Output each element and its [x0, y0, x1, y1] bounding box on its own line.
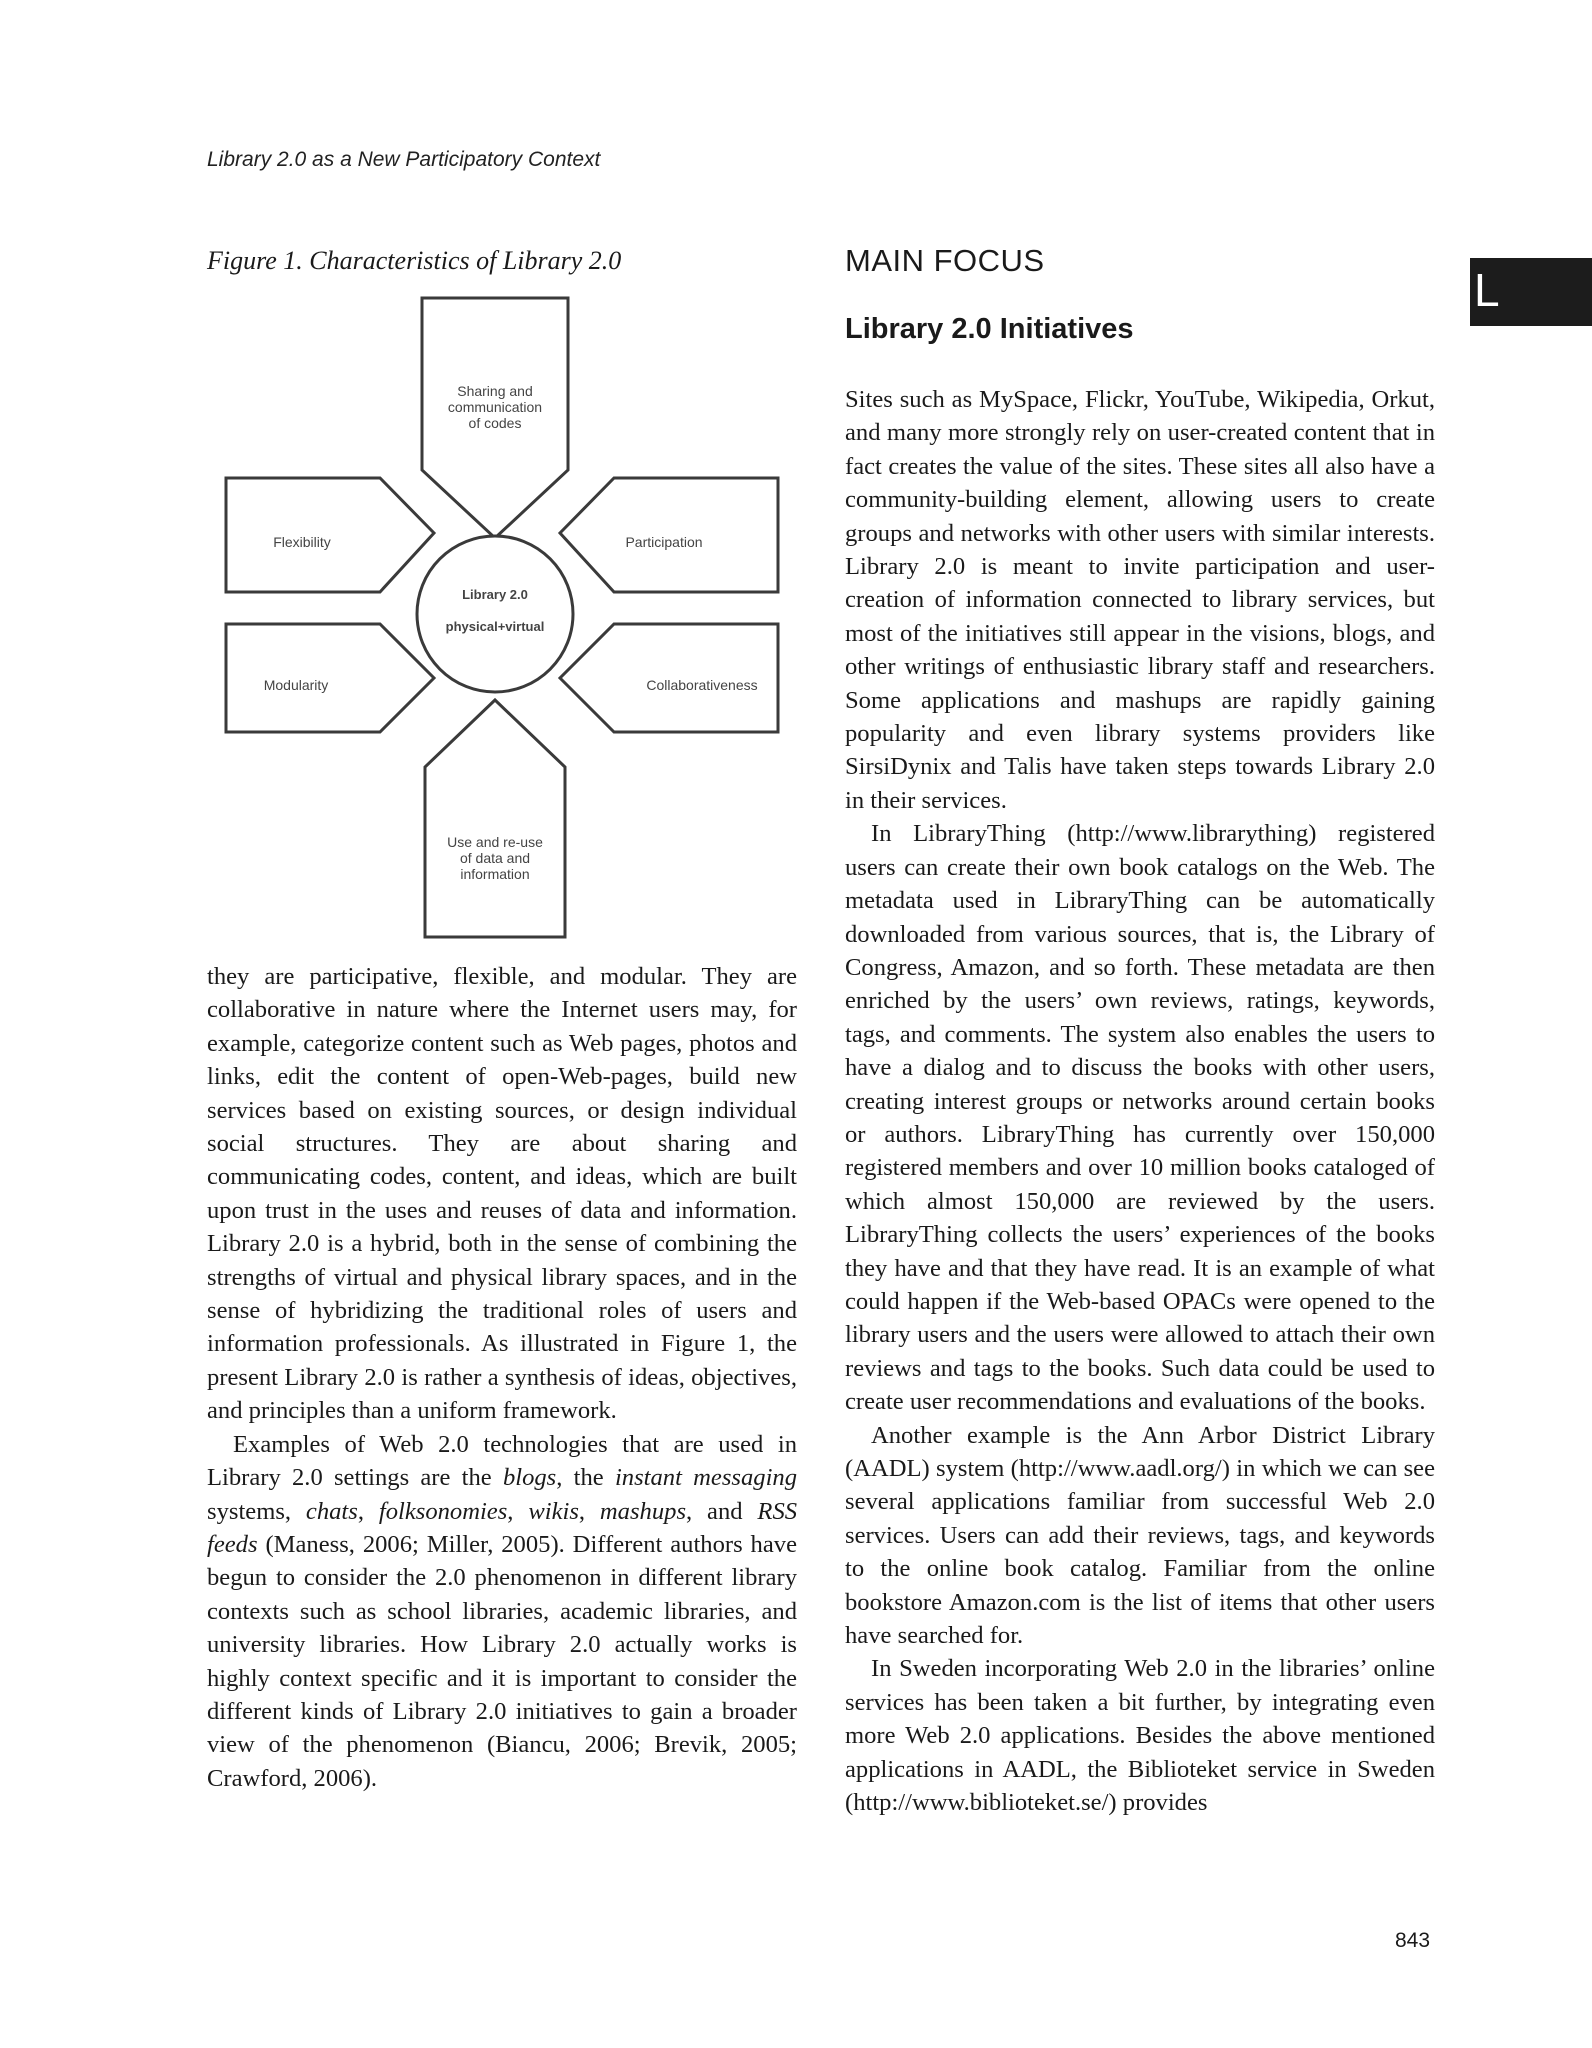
center-label-line1: Library 2.0	[462, 587, 528, 602]
right-upper-label: Participation	[625, 534, 703, 550]
section-heading: MAIN FOCUS	[845, 243, 1045, 278]
left-lower-arrow-shape	[226, 624, 434, 732]
bottom-label-line1: Use and re-use	[447, 834, 543, 850]
top-label-line3: of codes	[468, 415, 522, 431]
center-label-line2: physical+virtual	[445, 619, 545, 634]
left-lower-label: Modularity	[263, 677, 329, 693]
library-diagram-svg	[222, 292, 788, 944]
running-header: Library 2.0 as a New Participatory Context	[207, 148, 601, 171]
figure-caption: Figure 1. Characteristics of Library 2.0	[207, 246, 622, 275]
paragraph: Sites such as MySpace, Flickr, YouTube, Wikipedia, Orkut, and many more strongly rely on user-created content that in fact creates the value of the sites. These sites all also have a community-building element, allowing users to create groups and networks with other users with similar interests. Library 2.0 is meant to invite participation and user-creation of information connected to library services, but most of the initiatives still appear in the visions, blogs, and other writings of enthusiastic library staff and researchers. Some applications and mashups are rapidly gaining popularity and even library systems providers like SirsiDynix and Talis have taken steps towards Library 2.0 in their services.	[845, 386, 1435, 814]
section-letter: L	[1474, 264, 1500, 316]
top-label-line2: communication	[447, 399, 543, 415]
section-letter-tab	[1470, 258, 1592, 326]
left-column	[207, 960, 797, 1795]
paragraph-web20-examples: Examples of Web 2.0 technologies that are used in Library 2.0 settings are the blogs, the instant messaging systems, chats, folksonomies, wikis, mashups, and RSS feeds (Maness, 2006; Miller, 2005). Different authors have begun to consider the 2.0 phenomenon in different library contexts such as school libraries, academic libraries, and university libraries. How Library 2.0 actually works is highly context specific and it is important to consider the different kinds of Library 2.0 initiatives to gain a broader view of the phenomenon (Biancu, 2006; Brevik, 2005; Crawford, 2006).	[207, 1430, 798, 1792]
page-number: 843	[1395, 1929, 1431, 1952]
right-column	[845, 383, 1435, 1819]
bottom-label-line2: of data and	[459, 850, 531, 866]
figure-diagram	[222, 292, 788, 944]
center-circle	[417, 536, 573, 692]
bottom-arrow-shape	[425, 700, 565, 937]
paragraph: In LibraryThing (http://www.librarything) registered users can create their own book catalogs on the Web. The metadata used in LibraryThing can be automatically downloaded from various sources, that is, the Library of Congress, Amazon, and so forth. These metadata are then enriched by the users’ own reviews, ratings, keywords, tags, and comments. The system also enables the users to have a dialog and to discuss the books with other users, creating interest groups or networks around certain books or authors. LibraryThing has currently over 150,000 registered members and over 10 million books cataloged of which almost 150,000 are reviewed by the users. LibraryThing collects the users’ experiences of the books they have and that they have read. It is an example of what could happen if the Web-based OPACs were opened to the library users and the users were allowed to attach their own reviews and tags to the books. Such data could be used to create user recommendations and evaluations of the books.	[845, 820, 1435, 1416]
bottom-label-line3: information	[460, 866, 530, 882]
top-label-line1: Sharing and	[457, 383, 533, 399]
right-lower-label: Collaborativeness	[646, 677, 758, 693]
paragraph: Another example is the Ann Arbor District Library (AADL) system (http://www.aadl.org/) in which we can see several applications familiar from successful Web 2.0 services. Users can add their reviews, tags, and keywords to the online book catalog. Familiar from the online bookstore Amazon.com is the list of items that other users have searched for.	[845, 1421, 1435, 1650]
subsection-heading: Library 2.0 Initiatives	[845, 313, 1134, 345]
left-upper-label: Flexibility	[273, 534, 331, 550]
paragraph: In Sweden incorporating Web 2.0 in the libraries’ online services has been taken a bit further, by integrating even more Web 2.0 applications. Besides the above mentioned applications in AADL, the Biblioteket service in Sweden (http://www.biblioteket.se/) provides	[845, 1655, 1435, 1817]
paragraph: they are participative, flexible, and modular. They are collaborative in nature where the Internet users may, for example, categorize content such as Web pages, photos and links, edit the content of open-Web-pages, build new services based on existing sources, or design individual social structures. They are about sharing and communicating codes, content, and ideas, which are built upon trust in the uses and reuses of data and information. Library 2.0 is a hybrid, both in the sense of combining the strengths of virtual and physical library spaces, and in the sense of hybridizing the traditional roles of users and information professionals. As illustrated in Figure 1, the present Library 2.0 is rather a synthesis of ideas, objectives, and principles than a uniform framework.	[207, 963, 797, 1425]
